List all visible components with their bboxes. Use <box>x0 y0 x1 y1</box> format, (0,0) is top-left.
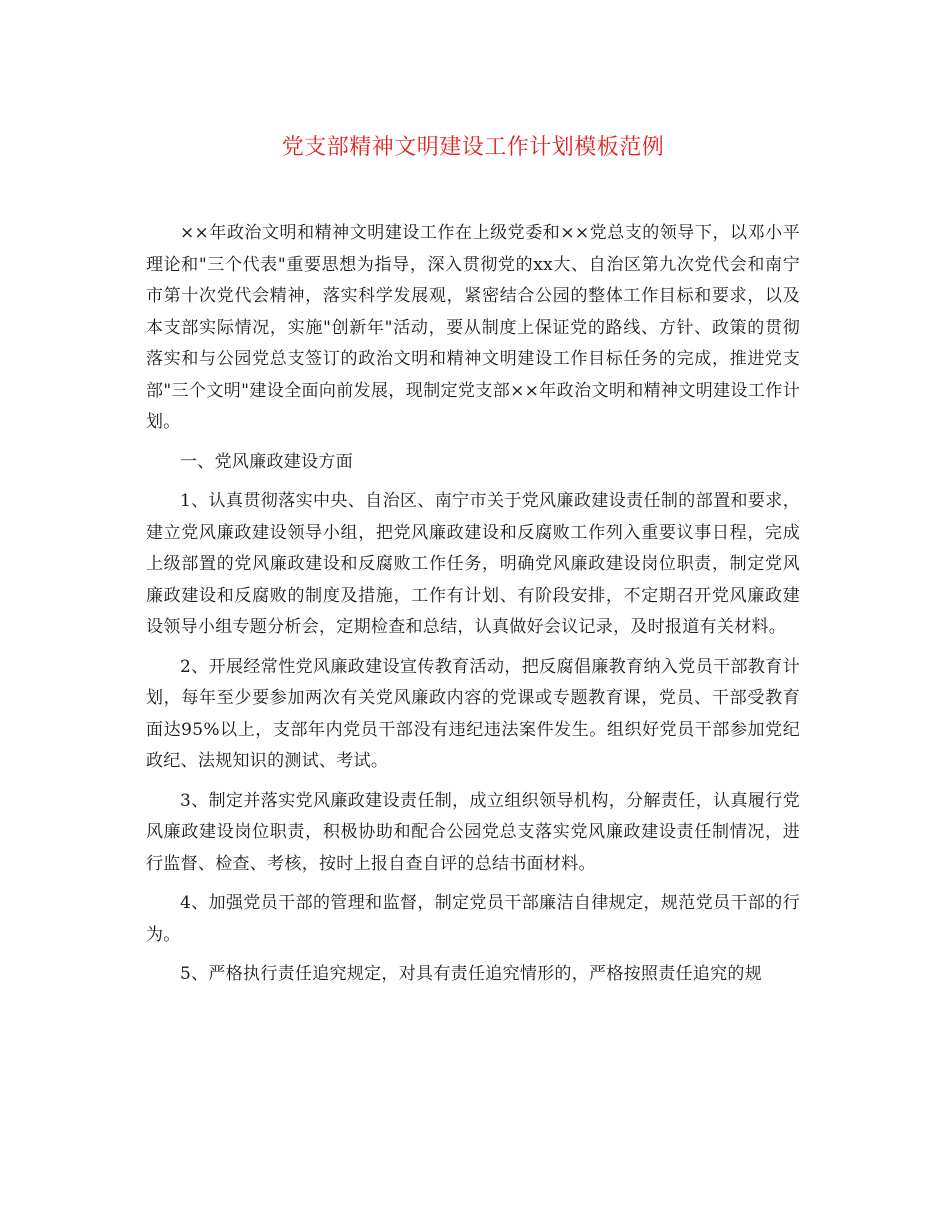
list-item: 5、严格执行责任追究规定，对具有责任追究情形的，严格按照责任追究的规 <box>180 964 763 984</box>
list-item: 1、认真贯彻落实中央、自治区、南宁市关于党风廉政建设责任制的部置和要求，建立党风廉政建设领导小组，把党风廉政建设和反腐败工作列入重要议事日程，完成上级部置的党风廉政建设和反腐败工作任务，明确党风廉政建设岗位职责，制定党风廉政建设和反腐败的制度及措施，工作有计划、有阶段安排，不定期召开党风廉政建设领导小组专题分析会，定期检查和总结，认真做好会议记录，及时报道有关材料。 <box>146 491 800 637</box>
list-item: 2、开展经常性党风廉政建设宣传教育活动，把反腐倡廉教育纳入党员干部教育计划，每年至少要参加两次有关党风廉政内容的党课或专题教育课，党员、干部受教育面达95%以上，支部年内党员干部没有违纪违法案件发生。组织好党员干部参加党纪政纪、法规知识的测试、考试。 <box>146 656 800 771</box>
list-item: 3、制定并落实党风廉政建设责任制，成立组织领导机构，分解责任，认真履行党风廉政建设岗位职责，积极协助和配合公园党总支落实党风廉政建设责任制情况，进行监督、检查、考核，按时上报自查自评的总结书面材料。 <box>146 790 800 874</box>
list-item: 4、加强党员干部的管理和监督，制定党员干部廉洁自律规定，规范党员干部的行为。 <box>146 893 800 945</box>
section-heading: 一、党风廉政建设方面 <box>180 451 353 472</box>
document-title: 党支部精神文明建设工作计划模板范例 <box>281 135 665 160</box>
document-body <box>146 218 800 991</box>
intro-paragraph: ××年政治文明和精神文明建设工作在上级党委和××党总支的领导下，以邓小平理论和"三个代表"重要思想为指导，深入贯彻党的xx大、自治区第九次党代会和南宁市第十次党代会精神，落实科学发展观，紧密结合公园的整体工作目标和要求，以及本支部实际情况，实施"创新年"活动，要从制度上保证党的路线、方针、政策的贯彻落实和与公园党总支签订的政治文明和精神文明建设工作目标任务的完成，推进党支部"三个文明"建设全面向前发展，现制定党支部××年政治文明和精神文明建设工作计划。 <box>146 223 800 432</box>
